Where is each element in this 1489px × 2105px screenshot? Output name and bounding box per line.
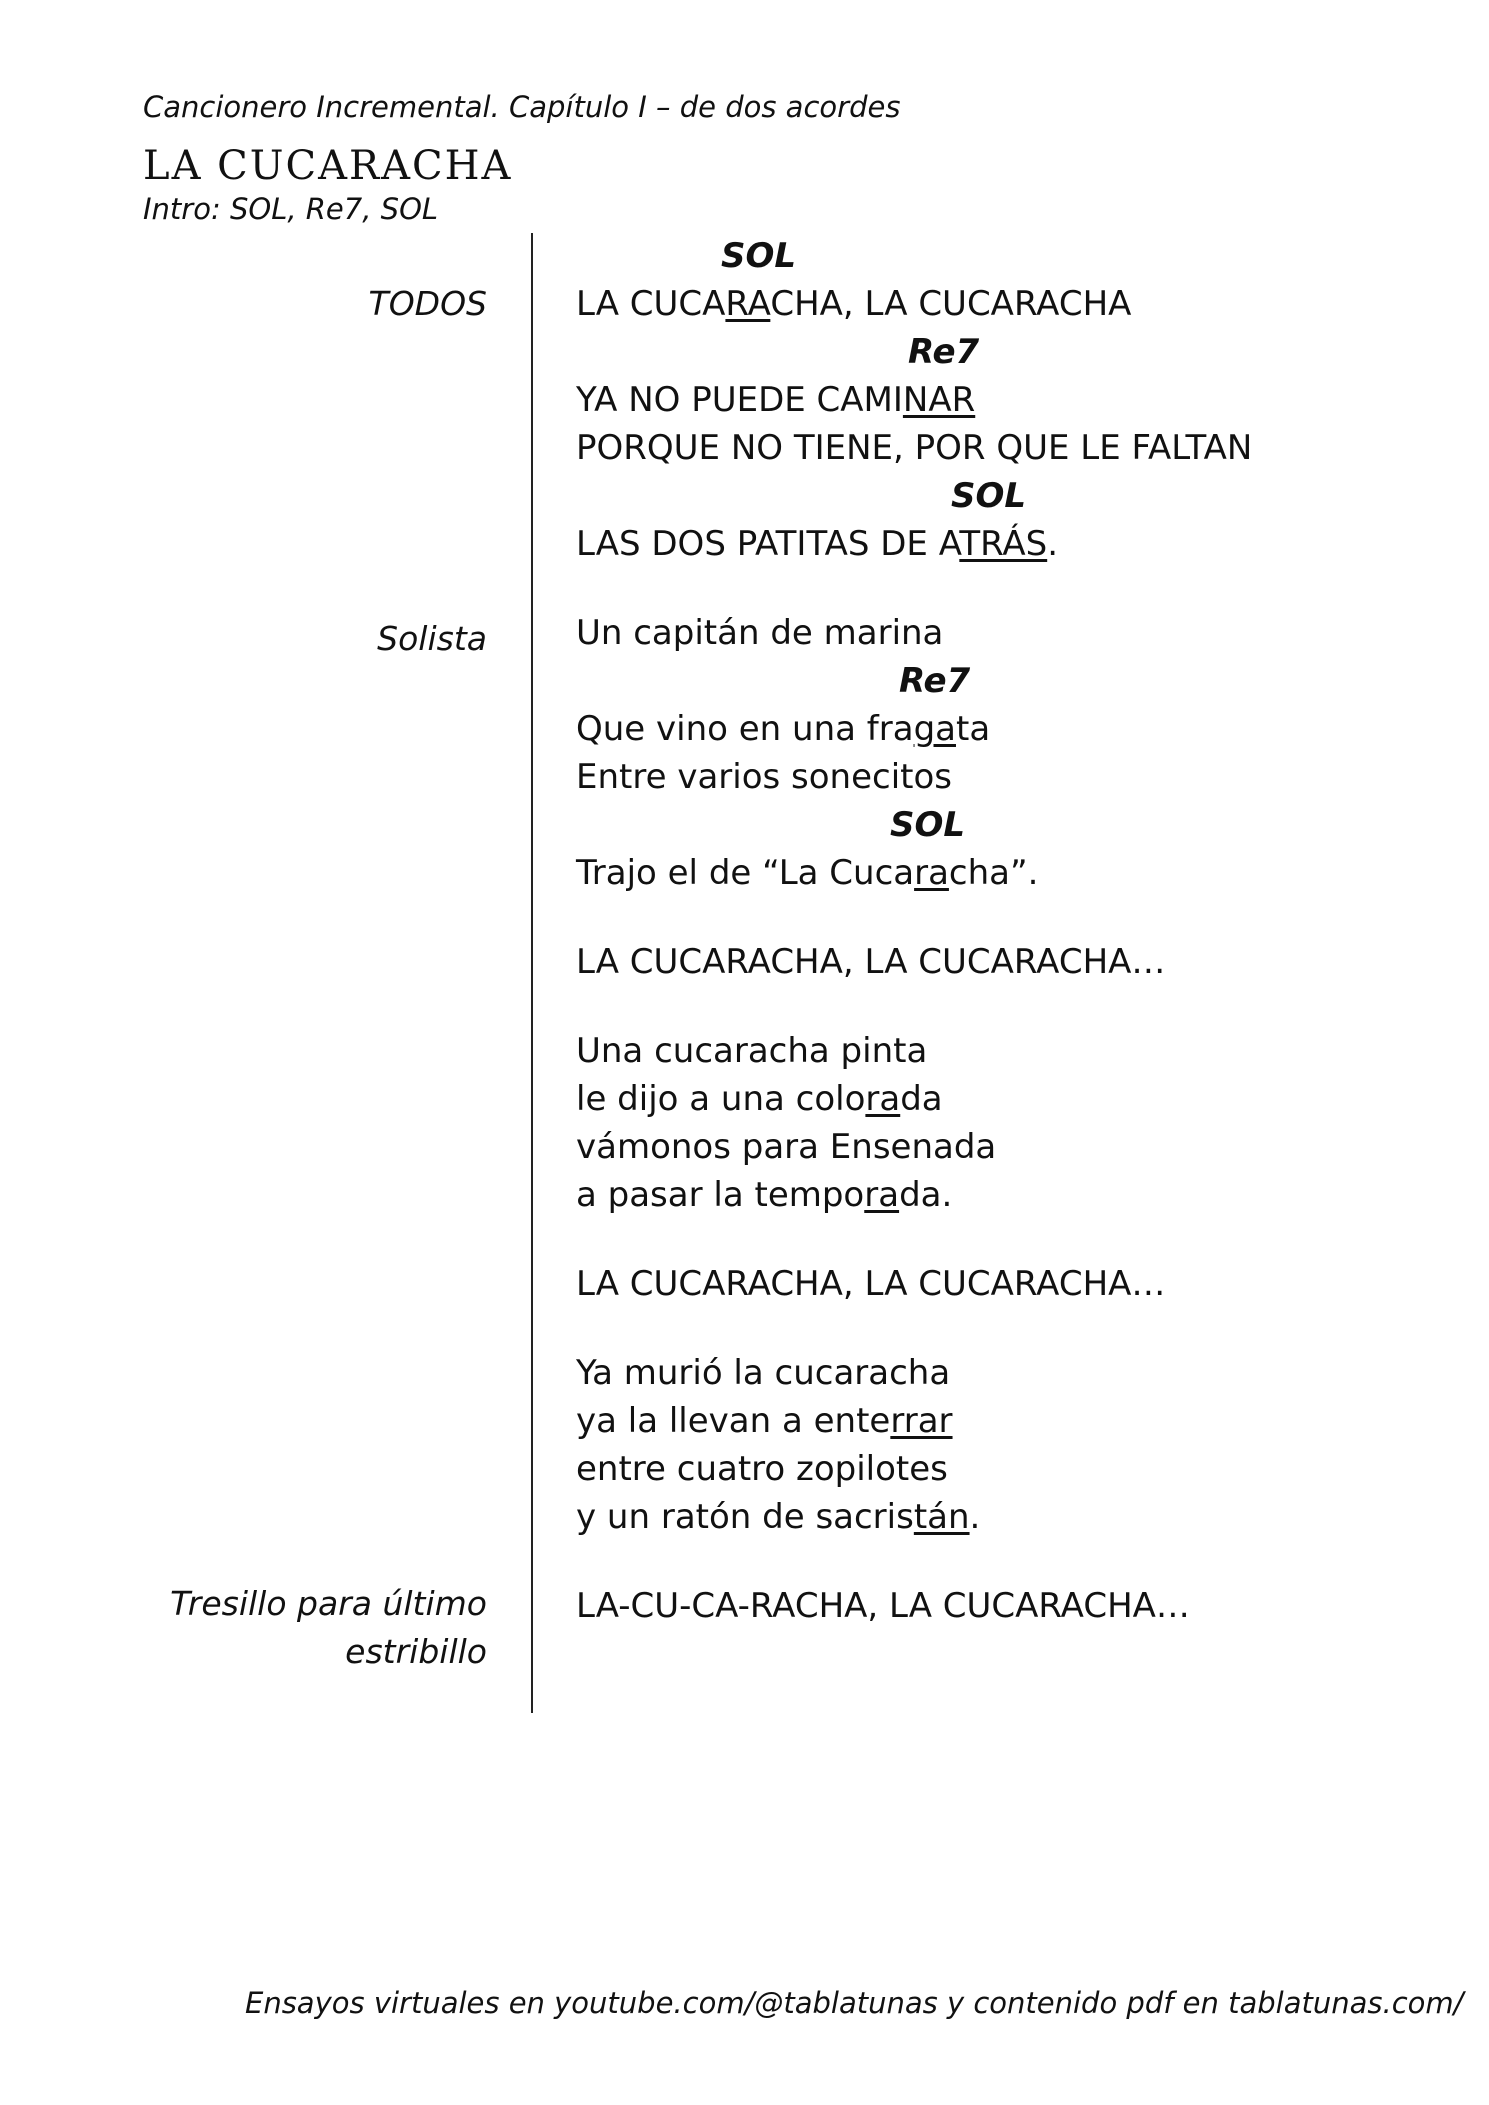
final-refrain-line: LA-CU-CA-RACHA, LA CUCARACHA… [576, 1586, 1190, 1626]
chord-label: SOL [890, 805, 966, 845]
lyric-line: Una cucaracha pinta [576, 1031, 928, 1071]
lyric-line: PORQUE NO TIENE, POR QUE LE FALTAN [576, 428, 1253, 468]
lyric-line: Un capitán de marina [576, 613, 944, 653]
lyric-line: le dijo a una colorada [576, 1079, 943, 1119]
lyric-line: LAS DOS PATITAS DE ATRÁS. [576, 524, 1058, 564]
intro-chords: Intro: SOL, Re7, SOL [143, 192, 439, 226]
song-title: LA CUCARACHA [143, 143, 513, 189]
lyric-line: a pasar la temporada. [576, 1175, 953, 1215]
refrain-line: LA CUCARACHA, LA CUCARACHA… [576, 1264, 1166, 1304]
column-divider [531, 233, 533, 1713]
chord-label: Re7 [899, 661, 971, 701]
lyric-line: Ya murió la cucaracha [576, 1353, 951, 1393]
role-last-refrain: Tresillo para último estribillo [170, 1584, 487, 1671]
lyric-line: vámonos para Ensenada [576, 1127, 997, 1167]
lyric-line: y un ratón de sacristán. [576, 1497, 981, 1537]
lyric-line: Entre varios sonecitos [576, 757, 952, 797]
lyric-line: Que vino en una fragata [576, 709, 991, 749]
document-subtitle: Cancionero Incremental. Capítulo I – de dos acordes [143, 90, 901, 124]
chord-label: SOL [951, 476, 1027, 516]
refrain-line: LA CUCARACHA, LA CUCARACHA… [576, 942, 1166, 982]
lyric-line: entre cuatro zopilotes [576, 1449, 948, 1489]
lyric-line: ya la llevan a enterrar [576, 1401, 953, 1441]
chord-label: SOL [721, 236, 797, 276]
footer-note: Ensayos virtuales en youtube.com/@tablatunas y contenido pdf en tablatunas.com/ [245, 1986, 1464, 2020]
chord-label: Re7 [908, 332, 980, 372]
role-solista: Solista [377, 619, 487, 658]
lyric-line: Trajo el de “La Cucaracha”. [576, 853, 1039, 893]
lyric-line: YA NO PUEDE CAMINAR [576, 380, 976, 420]
lyric-line: LA CUCARACHA, LA CUCARACHA [576, 284, 1132, 324]
role-todos: TODOS [368, 284, 487, 323]
